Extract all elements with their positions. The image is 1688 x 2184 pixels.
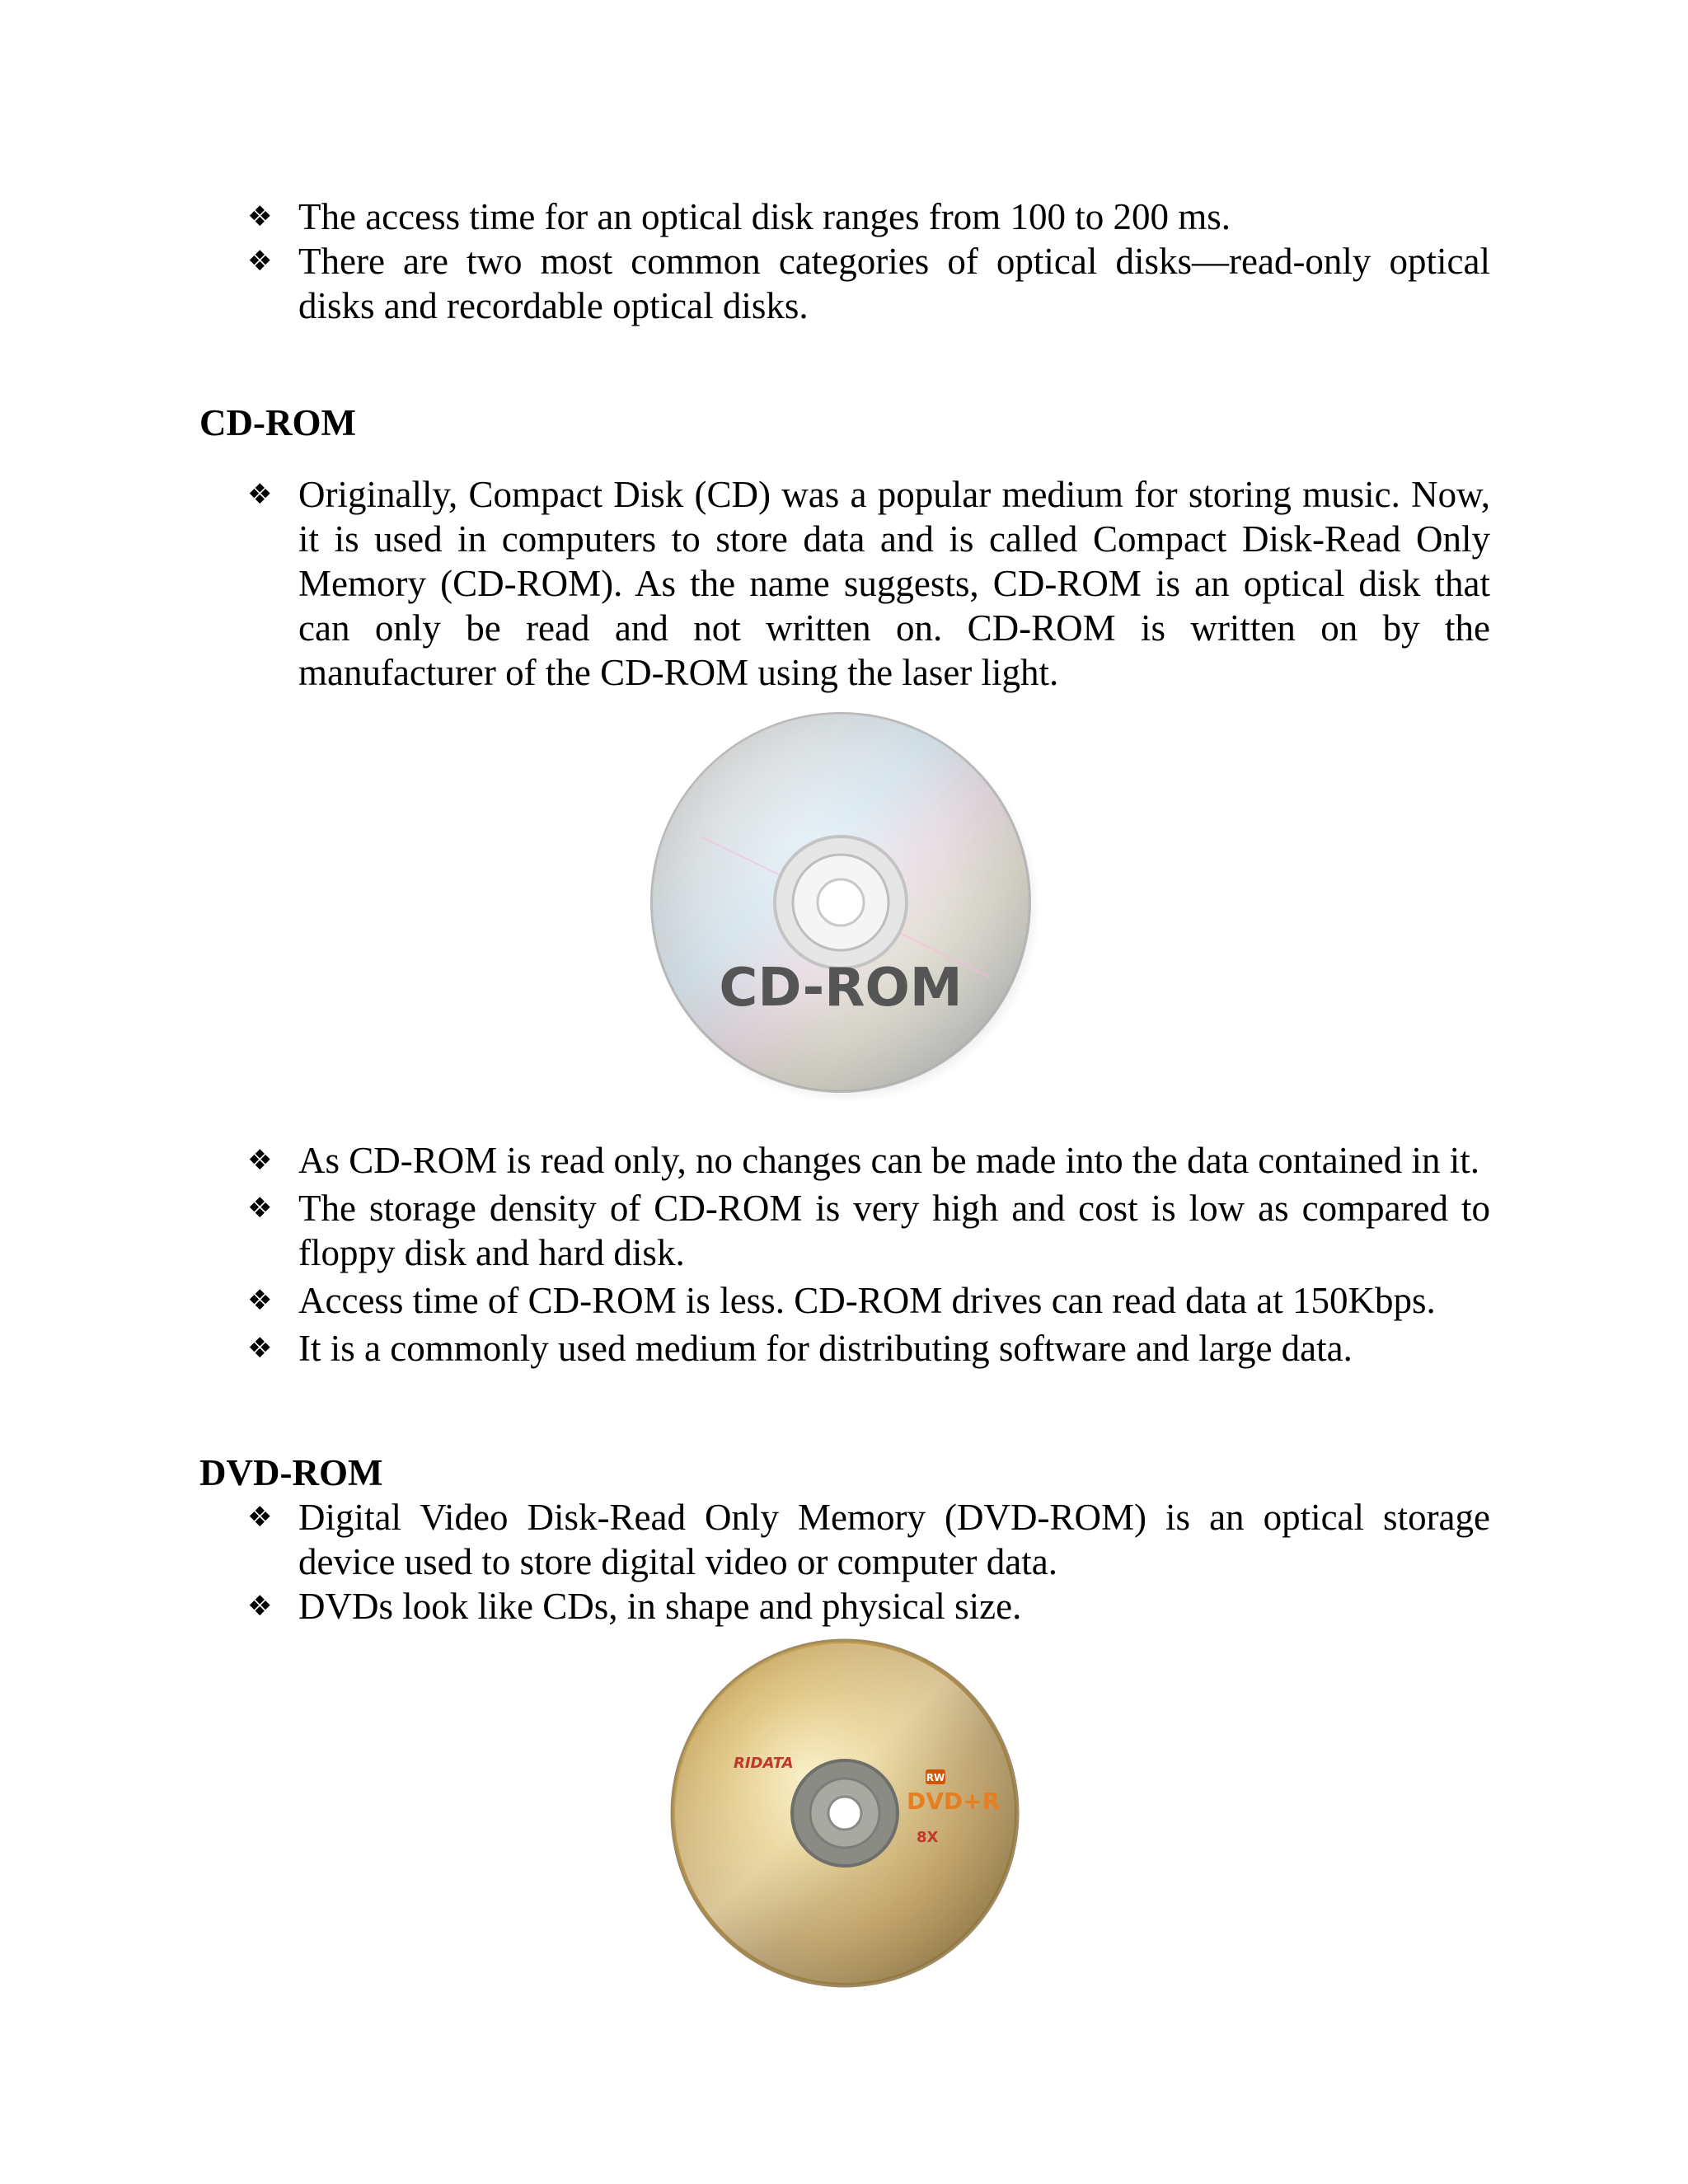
list-item: ❖ It is a commonly used medium for distributing software and large data.: [247, 1328, 1353, 1369]
list-item: ❖ Digital Video Disk-Read Only Memory (DVD-ROM) is an optical storage device used to store digital video or computer data.: [247, 1497, 1490, 1582]
list-item: ❖ Access time of CD-ROM is less. CD-ROM drives can read data at 150Kbps.: [247, 1280, 1436, 1321]
dvd-speed-label: 8X: [917, 1829, 939, 1846]
bullet-diamond-icon: ❖: [247, 1144, 273, 1177]
bullet-diamond-icon: ❖: [247, 200, 273, 233]
list-item: ❖ The storage density of CD-ROM is very high and cost is low as compared to floppy disk and hard disk.: [247, 1188, 1490, 1273]
cdrom-disc-image: [643, 705, 1039, 1100]
bullet-diamond-icon: ❖: [247, 1192, 273, 1225]
cdrom-intro-list: [247, 472, 1490, 695]
cdrom-disc-label: CD-ROM: [719, 958, 963, 1019]
dvd-format-label: DVD+R: [907, 1788, 1001, 1815]
dvdrom-bullet-list: [247, 1495, 1490, 1629]
bullet-diamond-icon: ❖: [247, 1284, 273, 1317]
cdrom-bullet-list: [247, 1138, 1490, 1371]
bullet-diamond-icon: ❖: [247, 478, 273, 511]
dvd-disc-image: [668, 1636, 1022, 1990]
intro-bullet-list: [247, 194, 1490, 328]
list-item: ❖ There are two most common categories of optical disks—read-only optical disks and recordable optical disks.: [247, 241, 1490, 326]
dvd-rw-label: RW: [926, 1772, 945, 1783]
bullet-diamond-icon: ❖: [247, 1590, 273, 1623]
bullet-diamond-icon: ❖: [247, 245, 273, 278]
bullet-diamond-icon: ❖: [247, 1332, 273, 1365]
list-item: ❖ As CD-ROM is read only, no changes can be made into the data contained in it.: [247, 1140, 1479, 1181]
dvdrom-heading: DVD-ROM: [199, 1452, 383, 1493]
bullet-diamond-icon: ❖: [247, 1501, 273, 1534]
list-item: ❖ DVDs look like CDs, in shape and physical size.: [247, 1586, 1022, 1627]
dvd-brand-label: RIDATA: [734, 1755, 794, 1772]
list-item: ❖ The access time for an optical disk ranges from 100 to 200 ms.: [247, 196, 1231, 237]
cdrom-heading: CD-ROM: [199, 402, 356, 443]
list-item: ❖ Originally, Compact Disk (CD) was a popular medium for storing music. Now, it is used in computers to store data and is called Compact Disk-Read Only Memory (CD-ROM). As the name suggests, CD-ROM is an optical disk that can only be read and not written on. CD-ROM is written on by the manufacturer of the CD-ROM using the laser light.: [247, 474, 1490, 693]
